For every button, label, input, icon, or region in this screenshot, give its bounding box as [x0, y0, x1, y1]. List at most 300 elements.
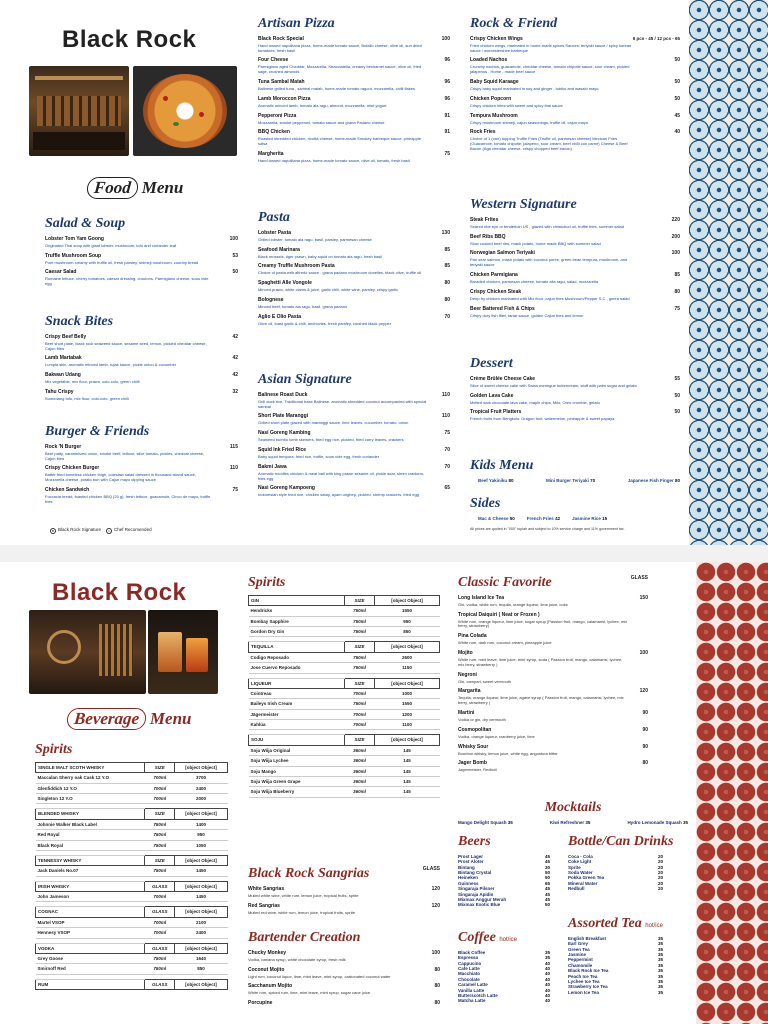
item-name: Hydro Lemonade Squash	[627, 819, 682, 825]
spirit-size: 750ml	[345, 699, 375, 709]
item-description: Gin, campari, sweet vermouth	[458, 678, 512, 684]
spirit-size: 750ml	[145, 840, 175, 850]
spirit-name: Bombay Sapphire	[249, 616, 345, 626]
inline-item	[628, 478, 680, 483]
menu-item	[45, 389, 238, 395]
item-description: Hand tossed napolitana pizza, home-made tomato sauce, olive oil, tomato, fresh basil	[258, 157, 410, 163]
spirit-price: 145	[374, 787, 439, 797]
bottle-header: [object Object]	[374, 678, 439, 688]
spirit-name: Martel VSOP	[36, 917, 145, 927]
item-description: White rum, mint leave, lime juice, mint syrup, soda ( Passion fruit, mango, calamansi, lychee, mix berry, strawberry )	[458, 656, 623, 667]
item-name: Japanese Fish Finger	[627, 477, 674, 483]
spirit-size: 750ml	[145, 964, 175, 974]
item-price: 70	[444, 446, 450, 453]
legend-signature: Black Rock Signature	[58, 527, 102, 532]
spirit-price: 145	[374, 777, 439, 787]
menu-item	[248, 886, 440, 892]
menu-item	[458, 633, 648, 639]
item-name: Tahu Crispy	[45, 388, 74, 395]
drink-name: Chocolate	[458, 976, 480, 982]
item-name: Pina Colada	[458, 633, 487, 640]
mocktails-section	[458, 798, 688, 825]
drink-name: Espresso	[458, 955, 479, 961]
item-description: White rum, orange liqueur, lime juice, sugar syrup (Passion fruit, mango, calamansi, lychee, mix berry, strawberry)	[458, 618, 628, 629]
item-name: Crème Brûlée Cheese Cake	[470, 375, 536, 382]
spirit-row	[249, 787, 440, 797]
drink-price: 50	[544, 902, 550, 908]
spirit-row	[36, 928, 228, 938]
item-description: Foccacia bread, toasted chicken BBQ (20 g), fresh lettuce, guacamole, Cinco de mayo, truffle fries	[45, 493, 211, 504]
item-price: 100	[671, 250, 680, 257]
spirit-price: 1450	[175, 866, 228, 876]
menu-item	[470, 250, 680, 256]
spirit-price: 1450	[175, 892, 228, 902]
drink-price: 20	[657, 864, 663, 870]
item-name: Bolognese	[258, 296, 284, 303]
item-description: Tequila, orange liqueur, lime juice, agave syrup ( Passion fruit, mango, calamansi, lychee, mix berry, strawberry )	[458, 695, 624, 706]
item-price: 70	[590, 477, 596, 483]
size-header: GLASS	[145, 881, 175, 891]
section-title	[248, 866, 440, 883]
item-price: 42	[232, 333, 238, 340]
item-price: 80	[444, 296, 450, 303]
signature-icon: ★	[51, 529, 55, 533]
spirit-size: 700ml	[145, 793, 175, 803]
spirit-size: 700ml	[145, 928, 175, 938]
spirit-price: 950	[374, 616, 439, 626]
item-price: 50	[674, 392, 680, 399]
item-name: Nasi Goreng Kampoeng	[258, 485, 315, 492]
menu-item	[458, 710, 648, 716]
spirit-size: 700ml	[145, 773, 175, 783]
menu-item	[458, 744, 648, 750]
drink-price: 40	[544, 982, 550, 988]
item-price: 80	[642, 760, 648, 767]
section-title: Beers	[458, 834, 491, 849]
drink-name: Guinness	[458, 880, 479, 886]
spirit-size: 700ml	[345, 688, 375, 698]
spirit-row	[36, 840, 228, 850]
spirit-price: 2600	[374, 652, 439, 662]
drink-price: 35	[657, 978, 663, 984]
item-description: Light rum, coconut liquor, lime, mint leave, mint syrup, carbonated coconut water	[248, 973, 391, 979]
item-name: Crispy Chicken Burger	[45, 465, 100, 472]
spirit-price: 2400	[175, 783, 228, 793]
spirit-size: 750ml	[345, 616, 375, 626]
item-name: Crispy Chicken Wings	[470, 35, 523, 42]
menu-item	[470, 217, 680, 223]
spirit-size: 750ml	[145, 830, 175, 840]
item-description: Beef patty, caramelized onion, smoke beef, lettuce, slice tomato, pickles, cheddar cheese, Cajun fries	[45, 450, 205, 461]
coffee-title: Coffee	[458, 930, 496, 945]
item-name: Tuna Sambal Matah	[258, 78, 305, 85]
drink-name: Lychee Ice Tea	[568, 978, 600, 984]
category-label: RUM	[36, 979, 145, 989]
spirit-row	[249, 652, 440, 662]
item-price: 75	[444, 150, 450, 157]
page-separator	[0, 545, 768, 562]
item-price: 65	[444, 485, 450, 492]
spirit-size: 360ml	[345, 777, 375, 787]
spirit-name: Glenfiddich 12 Y.O	[36, 783, 145, 793]
item-name: Pepperoni Pizza	[258, 112, 297, 119]
drink-price: 30	[544, 864, 550, 870]
section-title: Burger & Friends	[45, 424, 150, 439]
item-price: 150	[639, 594, 648, 601]
spirit-size: 750ml	[145, 866, 175, 876]
drink-name: Singaraja Apidin	[458, 891, 494, 897]
drink-price: 65	[544, 880, 550, 886]
item-price: 100	[229, 235, 238, 242]
spirit-price: 1150	[374, 663, 439, 673]
lounge-photo	[29, 610, 146, 694]
category-header	[36, 979, 228, 989]
menu-item	[470, 129, 680, 135]
category-header	[36, 943, 228, 953]
item-name: Beer Battered Fish & Chips	[470, 305, 535, 312]
menu-item	[470, 306, 680, 312]
item-description: Hand tossed napolitana pizza, home-made tomato sauce, Bufallo cheese, olive oil, sun dried tomatoes, fresh basil	[258, 42, 422, 53]
item-name: Nasi Goreng Kambing	[258, 430, 311, 437]
item-name: BBQ Chicken	[258, 129, 290, 136]
item-price: 75	[674, 305, 680, 312]
item-name: Lobster Tom Yam Goong	[45, 235, 104, 242]
snack-bites-section	[45, 312, 238, 406]
pasta-section	[258, 208, 450, 331]
spirit-name: John Jameson	[36, 892, 145, 902]
item-description: Seaweed bumbu lomb skewers, fried egg rice, pickled, fried curry leaves, crackers	[258, 437, 404, 443]
drink-price: 20	[657, 859, 663, 865]
item-description: Deep fry chicken marinated with Mix flour ,cajun fries Mushroom/Pepper S.C , green salad	[470, 295, 630, 301]
category-header	[249, 595, 440, 605]
spirit-row	[249, 745, 440, 755]
section-title: Spirits	[35, 742, 73, 757]
item-name: Mac & Cheese	[478, 515, 509, 521]
item-description: Crispy baby squid marinated in soy and ginger , tobiko and wasabi mayo	[470, 85, 599, 91]
item-price: 42	[232, 355, 238, 362]
category-label: TEQUILLA	[249, 642, 345, 652]
item-description: Slice of sweet cheese cake with Swiss meringue buttercream, stuff with palm sugar and gelato	[470, 382, 637, 388]
category-header	[249, 678, 440, 688]
spirit-size: 750ml	[145, 819, 175, 829]
item-name: Cosmopolitan	[458, 726, 492, 733]
drink-name: Singaraja Pilsner	[458, 886, 495, 892]
drink-name: Prost Aloter	[458, 859, 484, 865]
section-title: Pasta	[258, 210, 290, 225]
item-description: Crispy mushroom shimeji, cajun seasonings, truffle oil, cajun mayo	[470, 119, 588, 125]
spirit-name: Black Royal	[36, 840, 145, 850]
drink-price: 40	[544, 965, 550, 971]
category-header	[249, 642, 440, 652]
drink-name: Butterscotch Latte	[458, 992, 498, 998]
spirit-price: 1050	[175, 840, 228, 850]
inline-item	[572, 516, 607, 521]
inline-item	[478, 478, 513, 483]
item-description: Grilled short plate glazed with maranggi sauce, lime leaves, cucumber, tomato, onion	[258, 420, 409, 426]
menu-item	[248, 903, 440, 909]
bottle-header: [object Object]	[175, 809, 228, 819]
dessert-section	[470, 354, 680, 426]
glass-header: GLASS	[630, 575, 648, 581]
size-header: SIZE	[345, 735, 375, 745]
spirit-name: Kahlúa	[249, 720, 345, 730]
drink-price: 35	[657, 984, 663, 990]
menu-item	[458, 760, 648, 766]
item-name: Rock Fries	[470, 129, 496, 136]
spirit-name: Soju Wiija Blueberry	[249, 787, 345, 797]
spirit-size: 700ml	[145, 892, 175, 902]
menu-item	[258, 413, 450, 419]
spirit-name: Grey Goose	[36, 954, 145, 964]
menu-item	[258, 314, 450, 320]
section-title: Sides	[470, 496, 501, 511]
item-description: Mulled red wine, white rum, lemon juice, tropical fruits, sprite	[248, 909, 355, 915]
menu-item	[470, 113, 680, 119]
size-header: GLASS	[145, 907, 175, 917]
menu-item	[45, 487, 238, 493]
category-label: TENNESSY WHISKY	[36, 855, 145, 865]
bottle-header: [object Object]	[374, 642, 439, 652]
drink-name: Earl Grey	[568, 941, 589, 947]
wings-price: 6 pcs - 45 / 12 pcs - 65	[632, 36, 680, 41]
item-price: 50	[674, 78, 680, 85]
menu-item	[458, 727, 648, 733]
item-price: 80	[434, 1000, 440, 1007]
size-header: SIZE	[145, 809, 175, 819]
red-tile-pattern	[696, 562, 768, 1024]
menu-item	[258, 392, 450, 398]
drink-name: Soda Water	[568, 869, 593, 875]
item-description: Jagermeister, Redbull	[458, 767, 497, 773]
spirit-row	[249, 720, 440, 730]
item-name: Black Rock Special	[258, 35, 304, 42]
item-price: 120	[639, 688, 648, 695]
item-description: Parmigiano aged Cheddar, Mozzarella, Stracciatella, creamy bechamel sauce, olive oil, fried sage, crushed almonds	[258, 64, 422, 75]
spirit-size: 700ml	[345, 709, 375, 719]
bottle-header: [object Object]	[374, 735, 439, 745]
beverage-menu-title	[34, 708, 224, 730]
item-description: Fried chicken wings, marinated in home-made spices Sauces: teriyaki sauce / spicy korean sauce / worcestershire barbeque	[470, 42, 632, 53]
item-price: 100	[431, 949, 440, 956]
drink-price: 20	[657, 886, 663, 892]
menu-title-word: Menu	[149, 709, 192, 728]
drink-price: 40	[544, 971, 550, 977]
menu-item	[258, 297, 450, 303]
drink-name: Cafe Latte	[458, 965, 480, 971]
section-title: Asian Signature	[258, 372, 352, 387]
spirit-size: 750ml	[145, 954, 175, 964]
drink-name: Matcha Latte	[458, 998, 486, 1004]
item-price: 200	[671, 233, 680, 240]
item-name: Beef Ribs BBQ	[470, 233, 506, 240]
section-title: Bottle/Can Drinks	[568, 834, 674, 849]
item-description: Lumpia skin, aromatic minced lamb, rujak sauce, pickle onion & cucumber	[45, 362, 177, 368]
blue-tile-pattern	[689, 0, 768, 545]
spirit-size: 700ml	[345, 720, 375, 730]
menu-item	[248, 1000, 440, 1006]
menu-item	[458, 612, 648, 618]
bottle-header: [object Object]	[175, 855, 228, 865]
spirit-price: 950	[175, 830, 228, 840]
item-description: French fruits from Bengkulu: Dragon fruit, watermelon, pineapple & sweet papaya	[470, 416, 615, 422]
size-header: SIZE	[345, 595, 375, 605]
item-price: 90	[642, 743, 648, 750]
item-description: Slow cooked beef ribs, mash potato, home made BBQ with summer salad	[470, 240, 601, 246]
kids-section	[470, 456, 680, 483]
category-label: BLENDED WHISKY	[36, 809, 145, 819]
menu-item	[45, 334, 238, 340]
spirit-size: 700ml	[145, 783, 175, 793]
size-header: SIZE	[345, 678, 375, 688]
item-name: Baby Squid Karaage	[470, 78, 519, 85]
item-description: Batter fried boneless chicken thigh, coleslaw salad dressed in thousand island sauce, Mozzarella cheese, potato bun with Cajun mayo dipping sauce	[45, 472, 196, 483]
section-title: Snack Bites	[45, 314, 114, 329]
item-name: Red Sangrias	[248, 902, 280, 909]
item-name: Chicken Popcorn	[470, 95, 512, 102]
item-price: 50	[232, 269, 238, 276]
item-description: Mix vegetable, mix flour, prawn, colo-colo, green chilli	[45, 379, 140, 385]
spirit-price: 1200	[374, 709, 439, 719]
menu-item	[258, 79, 450, 85]
item-description: Vodka or gin, dry vermouth	[458, 716, 506, 722]
menu-item	[45, 355, 238, 361]
spirit-row	[36, 866, 228, 876]
item-price: 80	[674, 477, 680, 483]
item-description: Melted dark chocolate lava cake, maple chips, Milo, Oreo crumble, gelato	[470, 399, 600, 405]
item-name: Sacchanum Mojito	[248, 983, 293, 990]
drink-name: Mixmax Anggur Merah	[458, 896, 507, 902]
spirit-name: Soju Mango	[249, 766, 345, 776]
category-header	[36, 809, 228, 819]
item-name: Golden Lava Cake	[470, 392, 514, 399]
item-description: Grill duck rice, Traditional base Balinese, aromatic shredded coconut accompanied with special sambal	[258, 398, 427, 409]
item-price: 70	[444, 463, 450, 470]
section-title: Bartender Creation	[248, 930, 361, 945]
burger-section	[45, 422, 238, 509]
item-description: Seared ribe eye or tenderloin US , glazed with chimichuri oil, truffle fries, summer salad	[470, 223, 624, 229]
menu-item	[258, 113, 450, 119]
item-name: Creamy Truffle Mushroom Pasta	[258, 263, 335, 270]
menu-item	[258, 447, 450, 453]
drink-name: Caramel Latte	[458, 982, 488, 988]
menu-item	[458, 672, 648, 678]
drink-price: 50	[544, 875, 550, 881]
menu-item	[45, 236, 238, 242]
drink-price: 40	[544, 960, 550, 966]
drink-name: Strawberry Ice Tea	[568, 984, 608, 990]
drink-price: 45	[544, 859, 550, 865]
item-price: 110	[441, 391, 450, 398]
salad-soup-section	[45, 214, 238, 291]
item-name: Long Island Ice Tea	[458, 594, 505, 601]
spirit-name: Cointreau	[249, 688, 345, 698]
legend	[50, 527, 152, 534]
item-name: Seafood Marinara	[258, 246, 300, 253]
spirit-name: Jose Cuervo Reposado	[249, 663, 345, 673]
section-title: Kids Menu	[470, 458, 534, 473]
drink-price: 45	[544, 886, 550, 892]
drink-name: Coca - Cola	[568, 853, 593, 859]
section-title: Mocktails	[544, 800, 602, 815]
spirit-row	[36, 892, 228, 902]
bottle-header: [object Object]	[175, 762, 228, 772]
item-price: 80	[444, 280, 450, 287]
food-menu-title	[30, 177, 240, 199]
drink-price: 50	[544, 869, 550, 875]
spirit-price: 1640	[175, 954, 228, 964]
item-price: 96	[444, 57, 450, 64]
menu-item	[258, 96, 450, 102]
pizza-photo	[133, 66, 237, 156]
item-description: Gin, vodka, white rum, tequila, orange liqueur, lime juice, coke	[458, 601, 568, 607]
spirit-price: 850	[374, 626, 439, 636]
spirit-size: 750ml	[345, 606, 375, 616]
inline-item	[478, 516, 515, 521]
item-description: Roasted shredded chicken, ricotta cheese, home-made Smokey barbeque sauce, pineapple salsa	[258, 136, 421, 147]
spirit-row	[249, 688, 440, 698]
item-description: Crispy chicken bites with sweet and spicy thai sauce	[470, 102, 563, 108]
chef-hat-icon: ♨	[107, 529, 111, 533]
size-header: GLASS	[145, 943, 175, 953]
drink-price: 35	[657, 973, 663, 979]
item-description: Minced beef, tomato ala ragu, basil, grana padano	[258, 303, 348, 309]
category-header	[36, 907, 228, 917]
coffee-section	[458, 928, 550, 1004]
menu-item	[248, 967, 440, 973]
spirit-row	[249, 699, 440, 709]
drink-price: 35	[657, 968, 663, 974]
beers-section	[458, 832, 550, 908]
drink-price: 45	[544, 853, 550, 859]
item-name: Squid Ink Fried Rice	[258, 446, 307, 453]
section-title	[458, 575, 648, 592]
item-price: 75	[232, 486, 238, 493]
food-column-1	[28, 26, 238, 55]
category-header	[36, 762, 228, 772]
menu-item	[258, 230, 450, 236]
drink-price: 35	[657, 946, 663, 952]
item-price: 90	[642, 709, 648, 716]
drink-name: Coke Light	[568, 859, 592, 865]
item-description: Crispy dory fish fillet, tartar sauce, golden Cajun fries and lemon	[470, 312, 584, 318]
section-title: Spirits	[248, 575, 286, 590]
legend-chef: Chef Recomended	[114, 527, 152, 532]
item-price: 85	[674, 271, 680, 278]
spirit-name: Johnnie Walker Black Label	[36, 819, 145, 829]
spirit-name: Singleton 12 Y.O	[36, 793, 145, 803]
item-description: Pure mushroom creamy with truffle oil, fresh parsley, shimeji mushroom, country bread	[45, 259, 199, 265]
drink-name: Peppermint	[568, 957, 593, 963]
item-price: 100	[441, 35, 450, 42]
spirit-price: 3700	[175, 773, 228, 783]
drink-name: Cappucino	[458, 960, 482, 966]
drink-name: Bintang Crystal	[458, 869, 492, 875]
item-name: Kiwi Refreshner	[549, 819, 585, 825]
section-title: Dessert	[470, 356, 513, 371]
item-price: 42	[232, 372, 238, 379]
item-name: Tempura Mushroom	[470, 112, 518, 119]
item-name: Jager Bomb	[458, 760, 487, 767]
spirit-name: Jägermeister	[249, 709, 345, 719]
spirit-name: Maccalan Sherry oak Cask 12 Y.O	[36, 773, 145, 783]
spirit-row	[36, 793, 228, 803]
category-label: SINGLE MALT SCOTH WHISKY	[36, 762, 145, 772]
spirit-name: Soju Wiija Green Grape	[249, 777, 345, 787]
menu-item	[45, 269, 238, 275]
section-title	[458, 930, 550, 947]
spirit-row	[249, 766, 440, 776]
tea-sub: hot/ice	[645, 923, 663, 929]
